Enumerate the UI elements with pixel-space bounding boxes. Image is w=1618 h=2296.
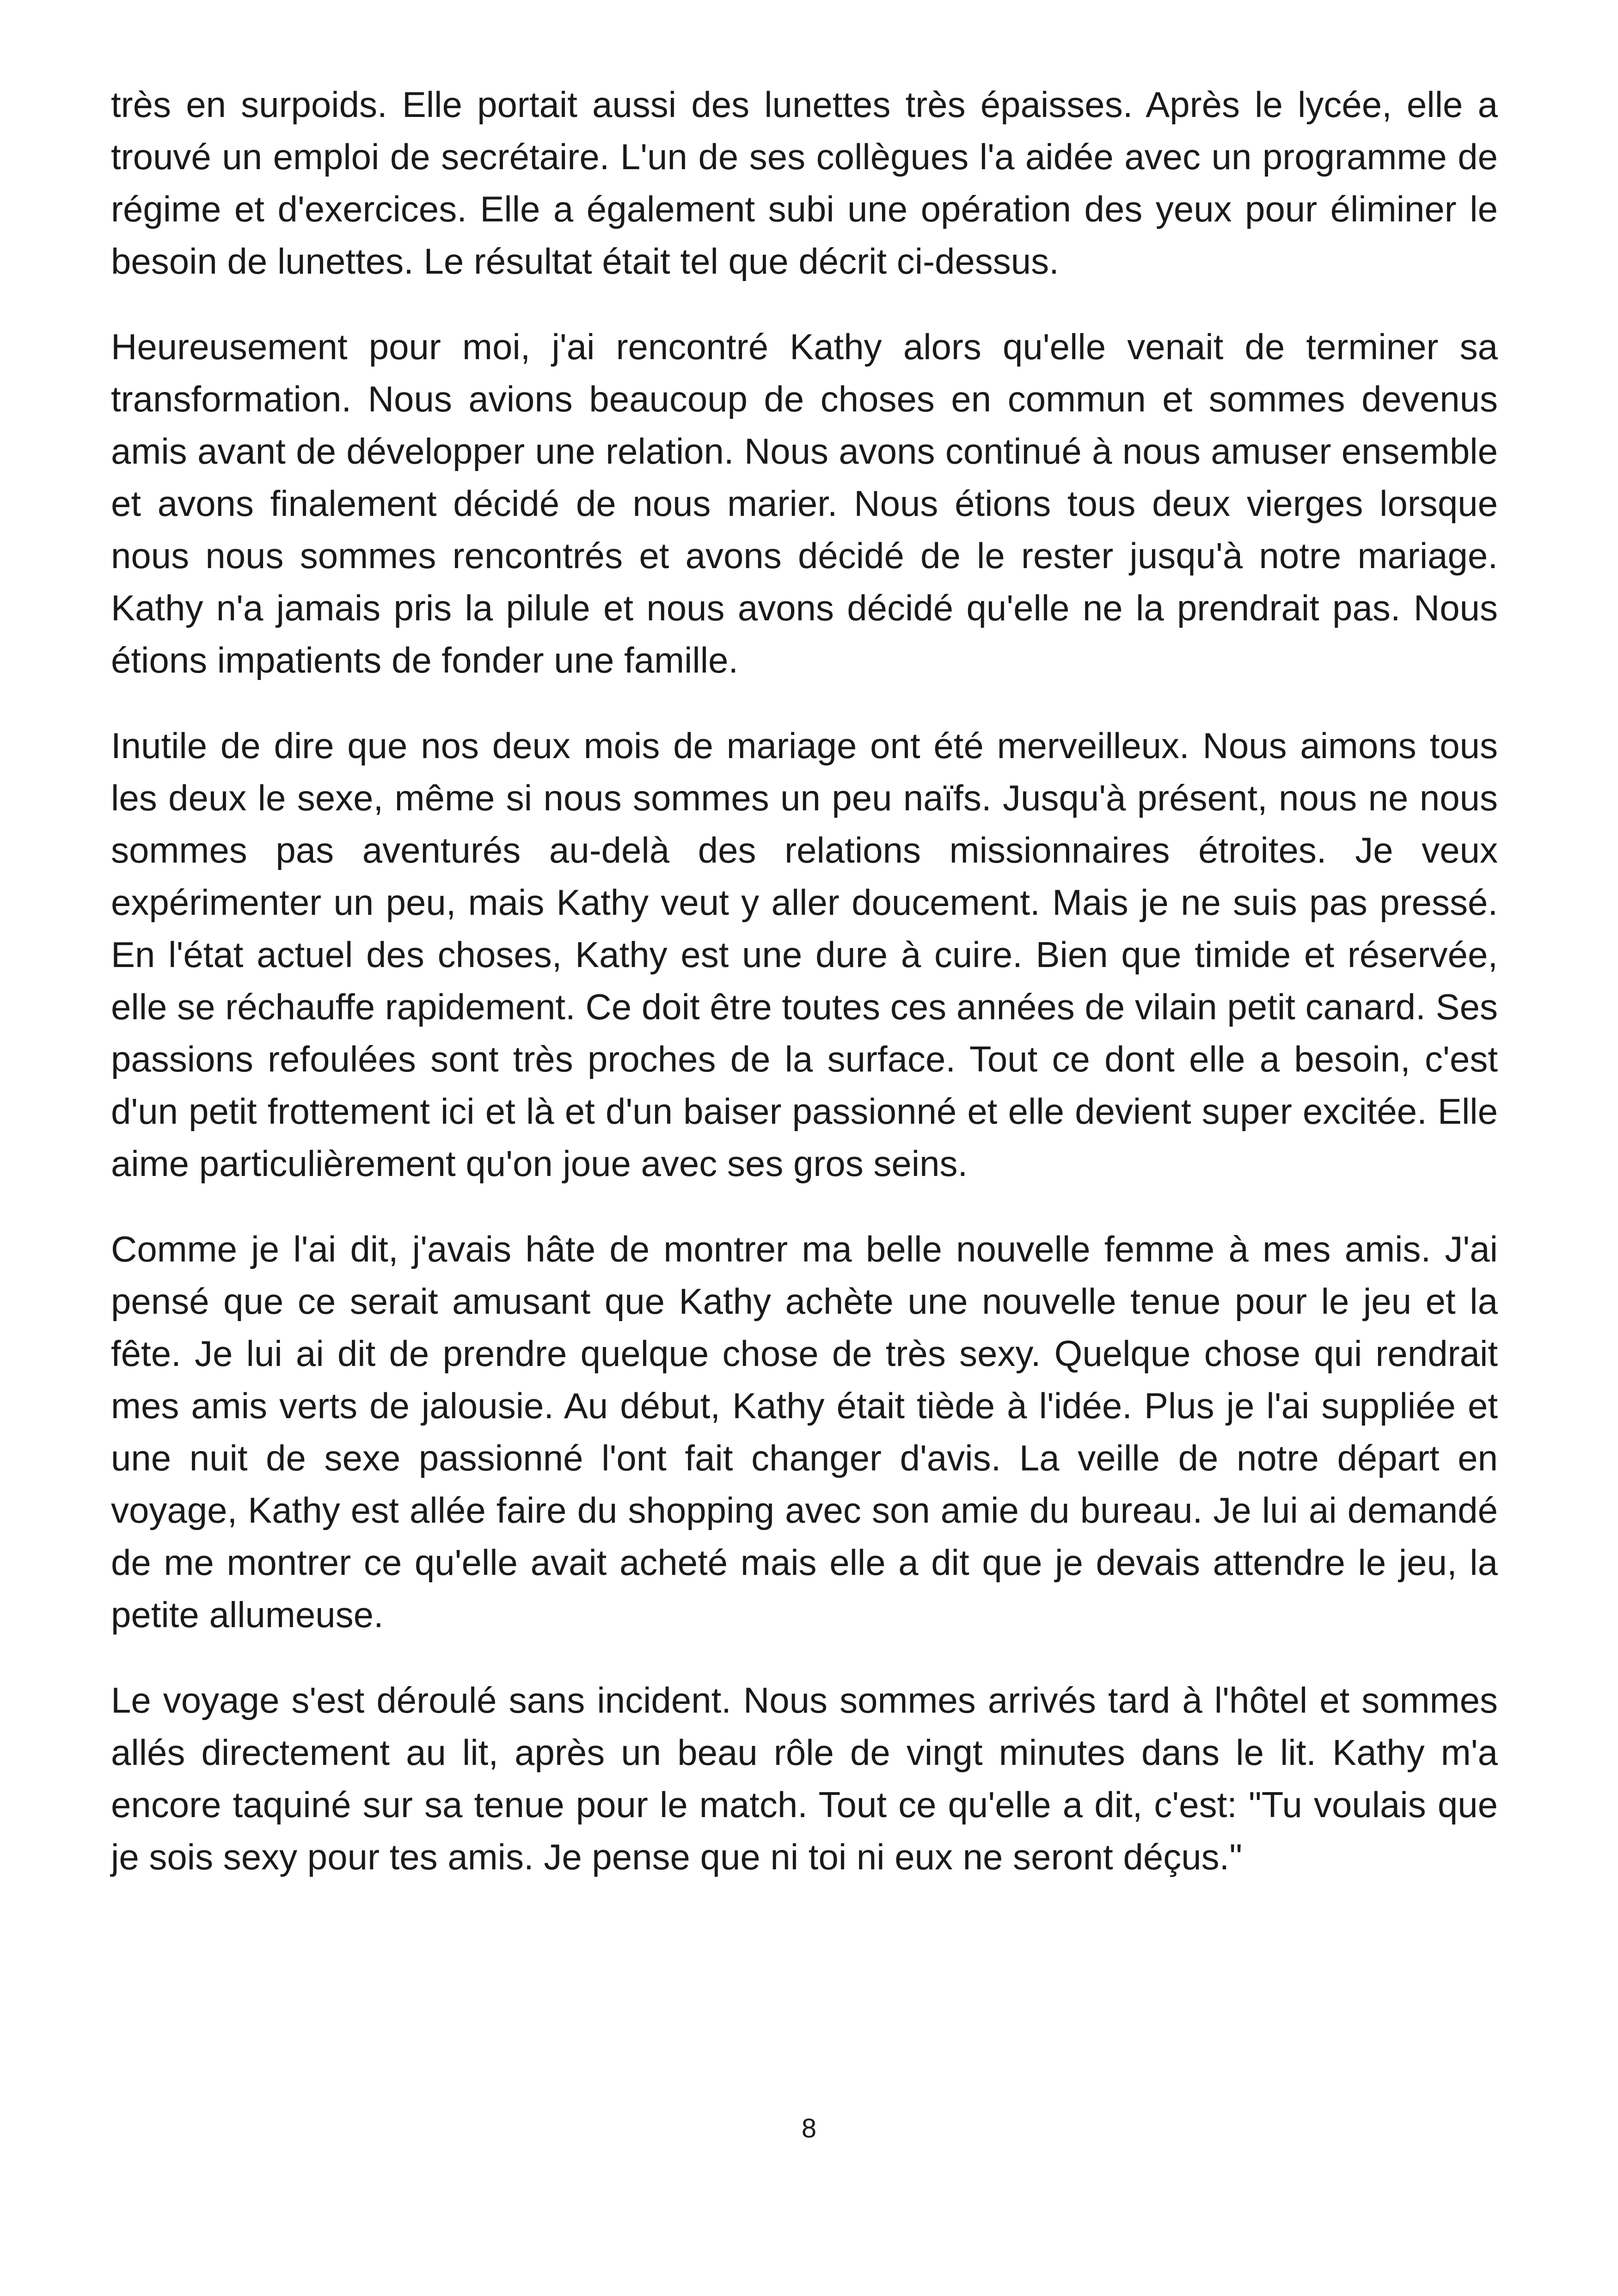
page-number: 8 — [801, 2113, 817, 2143]
paragraph-1: très en surpoids. Elle portait aussi des lunettes très épaisses. Après le lycée, elle a trouvé un emploi de secrétaire. L'un de ses collègues l'a aidée avec un programme de régime et d'exercices. Elle a également subi une opération des yeux pour éliminer le besoin de lunettes. Le résultat était tel que décrit ci-dessus. — [111, 84, 1498, 282]
paragraph-4: Comme je l'ai dit, j'avais hâte de montrer ma belle nouvelle femme à mes amis. J'ai pensé que ce serait amusant que Kathy achète une nouvelle tenue pour le jeu et la fête. Je lui ai dit de prendre quelque chose de très sexy. Quelque chose qui rendrait mes amis verts de jalousie. Au début, Kathy était tiède à l'idée. Plus je l'ai suppliée et une nuit de sexe passionné l'ont fait changer d'avis. La veille de notre départ en voyage, Kathy est allée faire du shopping avec son amie du bureau. Je lui ai demandé de me montrer ce qu'elle avait acheté mais elle a dit que je devais attendre le jeu, la petite allumeuse. — [111, 1229, 1498, 1635]
page-body — [111, 79, 1498, 1916]
paragraph-5: Le voyage s'est déroulé sans incident. Nous sommes arrivés tard à l'hôtel et sommes allés directement au lit, après un beau rôle de vingt minutes dans le lit. Kathy m'a encore taquiné sur sa tenue pour le match. Tout ce qu'elle a dit, c'est: "Tu voulais que je sois sexy pour tes amis. Je pense que ni toi ni eux ne seront déçus." — [111, 1680, 1498, 1877]
paragraph-3: Inutile de dire que nos deux mois de mariage ont été merveilleux. Nous aimons tous les deux le sexe, même si nous sommes un peu naïfs. Jusqu'à présent, nous ne nous sommes pas aventurés au-delà des relations missionnaires étroites. Je veux expérimenter un peu, mais Kathy veut y aller doucement. Mais je ne suis pas pressé. En l'état actuel des choses, Kathy est une dure à cuire. Bien que timide et réservée, elle se réchauffe rapidement. Ce doit être toutes ces années de vilain petit canard. Ses passions refoulées sont très proches de la surface. Tout ce dont elle a besoin, c'est d'un petit frottement ici et là et d'un baiser passionné et elle devient super excitée. Elle aime particulièrement qu'on joue avec ses gros seins. — [111, 725, 1498, 1184]
paragraph-2: Heureusement pour moi, j'ai rencontré Kathy alors qu'elle venait de terminer sa transformation. Nous avions beaucoup de choses en commun et sommes devenus amis avant de développer une relation. Nous avons continué à nous amuser ensemble et avons finalement décidé de nous marier. Nous étions tous deux vierges lorsque nous nous sommes rencontrés et avons décidé de le rester jusqu'à notre mariage. Kathy n'a jamais pris la pilule et nous avons décidé qu'elle ne la prendrait pas. Nous étions impatients de fonder une famille. — [111, 326, 1498, 680]
